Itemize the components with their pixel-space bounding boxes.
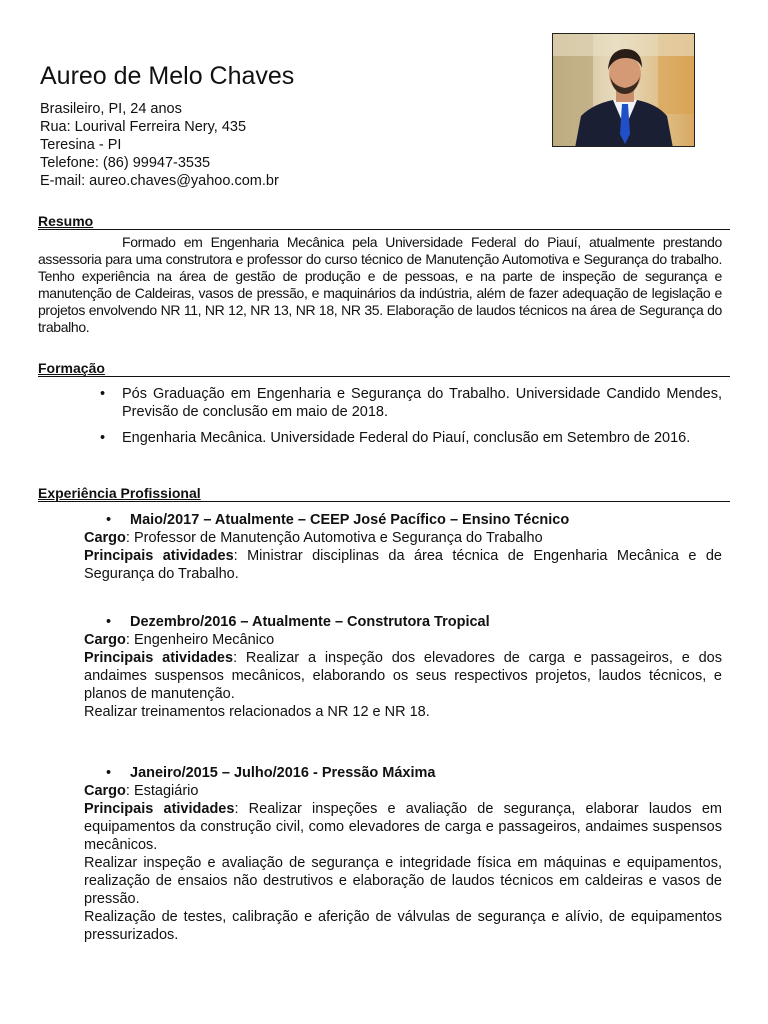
list-item: • Engenharia Mecânica. Universidade Federal do Piauí, conclusão em Setembro de 2016. <box>100 429 722 447</box>
contact-info <box>40 100 279 190</box>
job-entry <box>84 764 722 944</box>
job-extra: Realizar inspeção e avaliação de segurança e integridade física em máquinas e equipamentos, realização de ensaios não destrutivos e elaboração de laudos técnicos em caldeiras e vasos de pressão. <box>84 855 722 907</box>
candidate-name: Aureo de Melo Chaves <box>40 62 295 90</box>
job-entry <box>84 613 722 721</box>
job-cargo: Cargo: Professor de Manutenção Automotiva e Segurança do Trabalho <box>84 530 543 546</box>
job-entry <box>84 511 722 583</box>
job-atividades: Principais atividades: Realizar inspeções e avaliação de segurança, elaborar laudos em equipamentos da construção civil, como elevadores de carga e passageiros, andaimes suspensos mecânicos. <box>84 801 722 853</box>
job-cargo: Cargo: Estagiário <box>84 783 199 799</box>
job-cargo: Cargo: Engenheiro Mecânico <box>84 632 275 648</box>
job-period: • Janeiro/2015 – Julho/2016 - Pressão Máxima <box>84 764 722 782</box>
contact-nationality: Brasileiro, PI, 24 anos <box>40 101 182 117</box>
resumo-text: Formado em Engenharia Mecânica pela Universidade Federal do Piauí, atualmente prestando assessoria para uma construtora e professor do curso técnico de Manutenção Automotiva e Segurança do trabalho. Tenho experiência na área de gestão de produção e de pessoas, e na parte de inspeção de segurança e manutenção de Caldeiras, vasos de pressão, e maquinários da indústria, além de fazer adequação de legislação e projetos envolvendo NR 11, NR 12, NR 13, NR 18, NR 35. Elaboração de laudos técnicos na área de Segurança do trabalho. <box>38 234 722 335</box>
list-item: • Pós Graduação em Engenharia e Segurança do Trabalho. Universidade Candido Mendes, Previsão de conclusão em maio de 2018. <box>100 385 722 421</box>
job-extra: Realizar treinamentos relacionados a NR 12 e NR 18. <box>84 704 430 720</box>
profile-photo <box>552 33 695 147</box>
formacao-list <box>100 385 722 455</box>
job-period: • Dezembro/2016 – Atualmente – Construtora Tropical <box>84 613 722 631</box>
job-atividades: Principais atividades: Realizar a inspeção dos elevadores de carga e passageiros, e dos andaimes suspensos mecânicos, elaborando os seus respectivos projetos, laudos técnicos, e planos de manutenção. <box>84 650 722 702</box>
job-extra: Realização de testes, calibração e aferição de válvulas de segurança e alívio, de equipamentos pressurizados. <box>84 909 722 943</box>
contact-city: Teresina - PI <box>40 137 122 153</box>
job-period: • Maio/2017 – Atualmente – CEEP José Pacífico – Ensino Técnico <box>84 511 722 529</box>
job-atividades: Principais atividades: Ministrar disciplinas da área técnica de Engenharia Mecânica e de Segurança do Trabalho. <box>84 548 722 582</box>
section-title-experiencia: Experiência Profissional <box>38 485 730 502</box>
contact-street: Rua: Lourival Ferreira Nery, 435 <box>40 119 247 135</box>
contact-email: E-mail: aureo.chaves@yahoo.com.br <box>40 173 279 189</box>
contact-phone: Telefone: (86) 99947-3535 <box>40 155 211 171</box>
section-title-resumo: Resumo <box>38 213 730 230</box>
section-title-formacao: Formação <box>38 360 730 377</box>
